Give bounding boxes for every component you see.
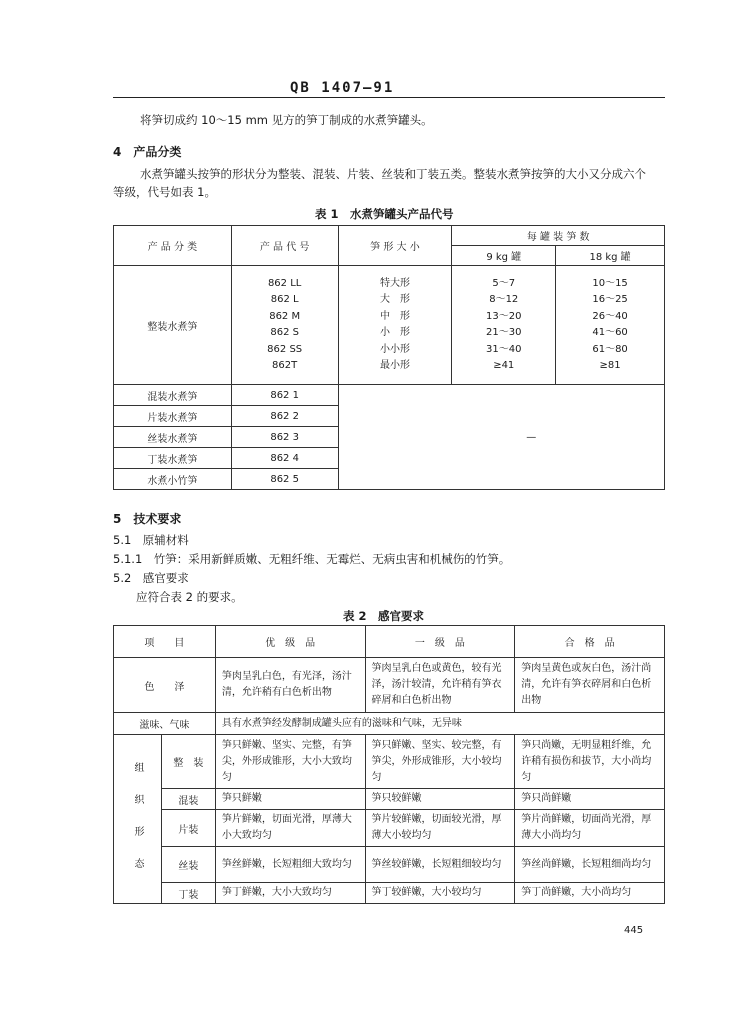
whole-code: 862 LL bbox=[267, 277, 302, 289]
t2-texture-first: 笋丁较鲜嫩，大小较均匀 bbox=[365, 883, 515, 904]
whole-size: 特大形 bbox=[379, 277, 410, 289]
other-code: 862 2 bbox=[231, 406, 338, 427]
t2-texture-sub: 片装 bbox=[161, 810, 215, 847]
section-4-paragraph-line2: 等级，代号如表 1。 bbox=[113, 185, 216, 199]
other-code: 862 4 bbox=[231, 448, 338, 469]
t2-texture-excellent: 笋片鲜嫩，切面光滑，厚薄大小大致均匀 bbox=[215, 810, 365, 847]
whole-size: 小 形 bbox=[379, 327, 410, 338]
page-number: 445 bbox=[624, 925, 644, 936]
whole-18kg-count: 26～40 bbox=[592, 310, 628, 322]
whole-size: 中 形 bbox=[379, 310, 410, 322]
other-category: 水煮小竹笋 bbox=[114, 469, 232, 490]
t2-texture-sub: 丁装 bbox=[161, 883, 215, 904]
whole-code: 862T bbox=[272, 360, 298, 371]
whole-18kg-count: 41～60 bbox=[592, 327, 628, 338]
t2-texture-label-cell bbox=[114, 735, 162, 904]
header-rule bbox=[113, 97, 665, 98]
whole-code: 862 SS bbox=[267, 343, 303, 355]
whole-9kg-count: 5～7 bbox=[492, 277, 516, 289]
t2-taste-text: 具有水煮笋经发酵制成罐头应有的滋味和气味，无异味 bbox=[215, 713, 664, 735]
whole-codes-cell bbox=[231, 266, 338, 385]
t2-texture-first: 笋片较鲜嫩，切面较光滑，厚薄大小较均匀 bbox=[365, 810, 515, 847]
whole-18kg-cell bbox=[556, 266, 665, 385]
t2-header-qualified: 合 格 品 bbox=[515, 626, 665, 658]
t2-color-qualified: 笋肉呈黄色或灰白色，汤汁尚清，允许有笋衣碎屑和白色析出物 bbox=[515, 658, 665, 713]
t2-texture-first: 笋只较鲜嫩 bbox=[365, 789, 515, 810]
t2-texture-first: 笋只鲜嫩、坚实、较完整，有笋尖，外形成锥形，大小较均匀 bbox=[365, 735, 515, 789]
table-1-product-codes bbox=[113, 225, 665, 490]
whole-code: 862 M bbox=[269, 310, 301, 322]
section-4-paragraph-line1: 水煮笋罐头按笋的形状分为整装、混装、片装、丝装和丁装五类。整装水煮笋按笋的大小又分成六个 bbox=[140, 167, 646, 181]
whole-18kg-count: 16～25 bbox=[592, 294, 628, 305]
section-5-2-text: 应符合表 2 的要求。 bbox=[136, 590, 243, 604]
whole-9kg-cell bbox=[452, 266, 556, 385]
t2-color-label: 色 泽 bbox=[114, 658, 216, 713]
other-category: 混装水煮笋 bbox=[114, 385, 232, 406]
whole-sizes-cell bbox=[338, 266, 452, 385]
table-1-caption: 表 1 水煮笋罐头产品代号 bbox=[315, 207, 454, 221]
whole-18kg-count: 61～80 bbox=[592, 343, 628, 355]
t2-header-excellent: 优 级 品 bbox=[215, 626, 365, 658]
section-5-1-1-text: 5.1.1 竹笋：采用新鲜质嫩、无粗纤维、无霉烂、无病虫害和机械伤的竹笋。 bbox=[113, 552, 511, 566]
other-code: 862 3 bbox=[231, 427, 338, 448]
table-1-empty-area bbox=[338, 385, 664, 490]
other-category: 片装水煮笋 bbox=[114, 406, 232, 427]
other-code: 862 5 bbox=[231, 469, 338, 490]
whole-size: 大 形 bbox=[379, 294, 410, 305]
header-category: 产 品 分 类 bbox=[114, 226, 232, 266]
intro-paragraph: 将笋切成约 10～15 mm 见方的笋丁制成的水煮笋罐头。 bbox=[140, 113, 433, 127]
t2-texture-sub: 混装 bbox=[161, 789, 215, 810]
t2-texture-qualified: 笋只尚鲜嫩 bbox=[515, 789, 665, 810]
t2-taste-label: 滋味、气味 bbox=[114, 713, 216, 735]
whole-9kg-count: 21～30 bbox=[486, 327, 522, 338]
section-4-title: 4 产品分类 bbox=[113, 145, 182, 159]
whole-18kg-count: 10～15 bbox=[592, 277, 628, 289]
whole-9kg-count: ≥41 bbox=[493, 360, 515, 371]
t2-texture-qualified: 笋只尚嫩，无明显粗纤维，允许稍有损伤和拔节，大小尚均匀 bbox=[515, 735, 665, 789]
table-1-dash: — bbox=[526, 431, 537, 443]
section-5-2-title: 5.2 感官要求 bbox=[113, 571, 189, 585]
t2-header-item: 项 目 bbox=[114, 626, 216, 658]
table-2-sensory-requirements bbox=[113, 625, 665, 904]
t2-texture-excellent: 笋丁鲜嫩，大小大致均匀 bbox=[215, 883, 365, 904]
whole-size: 小小形 bbox=[379, 343, 410, 355]
t2-texture-excellent: 笋只鲜嫩、坚实、完整，有笋尖，外形成锥形，大小大致均匀 bbox=[215, 735, 365, 789]
header-size: 笋 形 大 小 bbox=[338, 226, 452, 266]
other-code: 862 1 bbox=[231, 385, 338, 406]
whole-code: 862 S bbox=[270, 327, 299, 338]
t2-texture-excellent: 笋丝鲜嫩，长短粗细大致均匀 bbox=[215, 847, 365, 883]
other-category: 丁装水煮笋 bbox=[114, 448, 232, 469]
document-code-header: QB 1407—91 bbox=[290, 80, 395, 96]
table-2-caption: 表 2 感官要求 bbox=[343, 609, 425, 623]
whole-9kg-count: 31～40 bbox=[486, 343, 522, 355]
t2-texture-sub: 丝装 bbox=[161, 847, 215, 883]
t2-texture-qualified: 笋丁尚鲜嫩，大小尚均匀 bbox=[515, 883, 665, 904]
whole-18kg-count: ≥81 bbox=[599, 360, 621, 371]
whole-size: 最小形 bbox=[379, 360, 410, 371]
t2-texture-qualified: 笋丝尚鲜嫩，长短粗细尚均匀 bbox=[515, 847, 665, 883]
t2-color-first: 笋肉呈乳白色或黄色，较有光泽，汤汁较清，允许稍有笋衣碎屑和白色析出物 bbox=[365, 658, 515, 713]
t2-header-first: 一 级 品 bbox=[365, 626, 515, 658]
t2-color-excellent: 笋肉呈乳白色，有光泽，汤汁清，允许稍有白色析出物 bbox=[215, 658, 365, 713]
t2-texture-label: 组 织 形 态 bbox=[131, 761, 143, 874]
whole-9kg-count: 13～20 bbox=[486, 310, 522, 322]
t2-texture-first: 笋丝较鲜嫩，长短粗细较均匀 bbox=[365, 847, 515, 883]
header-per-can: 每 罐 装 笋 数 bbox=[452, 226, 665, 246]
t2-texture-qualified: 笋片尚鲜嫩，切面尚光滑，厚薄大小尚均匀 bbox=[515, 810, 665, 847]
whole-code: 862 L bbox=[270, 294, 299, 305]
t2-texture-excellent: 笋只鲜嫩 bbox=[215, 789, 365, 810]
whole-category: 整装水煮笋 bbox=[114, 266, 232, 385]
header-18kg-can: 18 kg 罐 bbox=[556, 246, 665, 266]
t2-texture-sub: 整 装 bbox=[161, 735, 215, 789]
section-5-title: 5 技术要求 bbox=[113, 512, 182, 526]
header-9kg-can: 9 kg 罐 bbox=[452, 246, 556, 266]
section-5-1-title: 5.1 原辅材料 bbox=[113, 533, 189, 547]
header-code: 产 品 代 号 bbox=[231, 226, 338, 266]
whole-9kg-count: 8～12 bbox=[489, 294, 519, 305]
other-category: 丝装水煮笋 bbox=[114, 427, 232, 448]
